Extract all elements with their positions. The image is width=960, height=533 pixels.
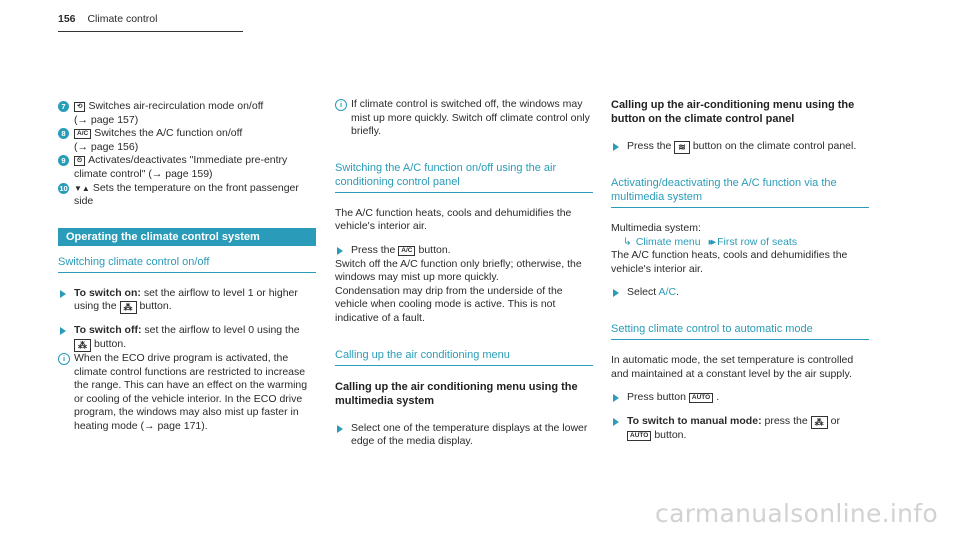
step-text-after: button. <box>418 243 451 256</box>
paragraph: Multimedia system: <box>611 222 701 234</box>
header-rule <box>58 31 243 32</box>
subheading-automatic: Setting climate control to automatic mode <box>611 322 813 335</box>
pre-entry-climate-icon: ⏲ <box>74 156 85 166</box>
step-press-menu <box>611 140 869 154</box>
legend-item-10 <box>58 182 316 209</box>
step-press-ac <box>335 244 593 258</box>
legend-item-9 <box>58 154 316 181</box>
heading-multimedia: Calling up the air conditioning menu using the multimedia system <box>335 380 578 407</box>
info-icon: i <box>335 99 347 111</box>
airflow-icon: ⁂ <box>120 301 137 314</box>
step-text: Select <box>627 286 657 299</box>
page-number: 156 <box>58 13 76 25</box>
paragraph: The A/C function heats, cools and dehumidifies the vehicle's interior air. <box>611 249 848 275</box>
manual-airflow-icon: ⁂ <box>811 416 828 429</box>
ac-icon: A/C <box>74 129 91 139</box>
step-switch-off <box>58 324 316 352</box>
step-text-after: . <box>716 391 720 404</box>
info-text: If climate control is switched off, the windows may mist up more quickly. Switch off climate control only briefly. <box>351 98 590 138</box>
number-badge: 9 <box>58 155 69 166</box>
step-text-after: button. <box>94 337 127 350</box>
heading-button: Calling up the air-conditioning menu using the button on the climate control panel <box>611 99 855 125</box>
subheading-rule <box>335 192 593 193</box>
step-arrow-icon <box>60 327 66 335</box>
step-text-after: button. <box>139 300 172 313</box>
subheading-ac-menu: Calling up the air conditioning menu <box>335 348 510 361</box>
step-press-auto <box>611 391 869 405</box>
step-arrow-icon <box>613 418 619 426</box>
info-note-climate-off <box>335 98 593 139</box>
column-2 <box>335 98 593 449</box>
subheading-switching: Switching climate control on/off <box>58 255 210 268</box>
menu-path-arrow-icon: ↳ <box>623 235 632 248</box>
page-reference: (→ page 157) <box>74 113 139 126</box>
step-arrow-icon <box>613 289 619 297</box>
step-text: Press the <box>627 140 672 152</box>
column-1 <box>58 100 316 434</box>
step-text: Press button <box>627 391 686 404</box>
page-header <box>58 13 157 29</box>
legend-text: Sets the temperature on the front passenger side <box>74 181 299 208</box>
info-icon: i <box>58 353 70 365</box>
paragraph: In automatic mode, the set temperature is controlled and maintained at a constant level by the air supply. <box>611 353 854 380</box>
step-select-ac <box>611 286 869 300</box>
auto-button-icon: AUTO <box>689 393 713 403</box>
page-reference: (→ page 156) <box>74 140 139 153</box>
watermark: carmanualsonline.info <box>655 499 938 528</box>
ac-button-icon: A/C <box>398 246 415 256</box>
subheading-rule <box>611 207 869 208</box>
step-text: set the airflow to level 0 using the <box>144 324 300 337</box>
step-arrow-icon <box>337 425 343 433</box>
step-text: set the airflow to level 1 or higher using the <box>74 286 298 313</box>
number-badge: 7 <box>58 101 69 112</box>
subheading-rule <box>611 339 869 340</box>
subheading-rule <box>58 272 316 273</box>
paragraph: Condensation may drip from the underside of the vehicle when cooling mode is active. This is not indicative of a fault. <box>335 284 563 324</box>
step-text-after: . <box>676 286 679 299</box>
step-text-or: or <box>830 414 840 427</box>
step-manual-mode <box>611 415 869 443</box>
legend-text: Switches air-recirculation mode on/off <box>88 100 264 112</box>
column-3 <box>611 98 869 442</box>
airflow-icon: ⁂ <box>74 339 91 352</box>
step-label: To switch on: <box>74 286 141 299</box>
menu-path-climate: Climate menu <box>635 235 701 248</box>
subheading-ac-panel: Switching the A/C function on/off using the air conditioning control panel <box>335 161 557 188</box>
section-title: Operating the climate control system <box>58 228 316 246</box>
step-arrow-icon <box>613 143 619 151</box>
page-header-title: Climate control <box>87 13 158 25</box>
step-text: Select one of the temperature displays at the lower edge of the media display. <box>351 421 588 448</box>
number-badge: 10 <box>59 183 68 193</box>
info-note-eco <box>58 352 316 434</box>
legend-text: Switches the A/C function on/off <box>94 127 243 140</box>
subheading-rule <box>335 365 593 366</box>
step-arrow-icon <box>60 290 66 298</box>
paragraph: Switch off the A/C function only briefly; otherwise, the windows may mist up more quickly. <box>335 257 582 284</box>
subheading-ac-multimedia: Activating/deactivating the A/C function via the multimedia system <box>611 177 837 203</box>
step-text-after: button on the climate control panel. <box>692 140 857 152</box>
step-switch-on <box>58 287 316 315</box>
number-badge: 8 <box>58 128 69 139</box>
step-arrow-icon <box>613 394 619 402</box>
climate-menu-icon: ≋ <box>674 141 690 154</box>
info-text: When the ECO drive program is activated, the climate control functions are restricted to increase the range. This can have an effect on the warming or cooling of the vehicle interior. In the ECO drive program, the windows may also mist up faster in heating mode (→ page 171). <box>74 351 308 432</box>
menu-path <box>611 236 869 250</box>
step-label: To switch off: <box>74 324 142 337</box>
step-select-temperature <box>335 422 593 449</box>
step-arrow-icon <box>337 247 343 255</box>
paragraph: The A/C function heats, cools and dehumidifies the vehicle's interior air. <box>335 206 572 233</box>
step-text: press the <box>764 414 808 427</box>
double-arrow-icon: ▸▸ <box>708 235 714 248</box>
temperature-arrows-icon: ▼▲ <box>74 183 90 193</box>
menu-path-first-row: First row of seats <box>717 235 798 248</box>
auto-button-icon: AUTO <box>627 431 651 441</box>
legend-item-7 <box>58 100 316 127</box>
legend-item-8 <box>58 127 316 154</box>
step-label: To switch to manual mode: <box>627 414 762 427</box>
recirculation-icon: ⟲ <box>74 102 85 112</box>
legend-text: Activates/deactivates "Immediate pre-entry climate control" (→ page 159) <box>74 154 288 180</box>
step-text: Press the <box>351 243 396 256</box>
ac-menu-link: A/C <box>658 286 677 299</box>
step-text-after: button. <box>654 428 687 441</box>
